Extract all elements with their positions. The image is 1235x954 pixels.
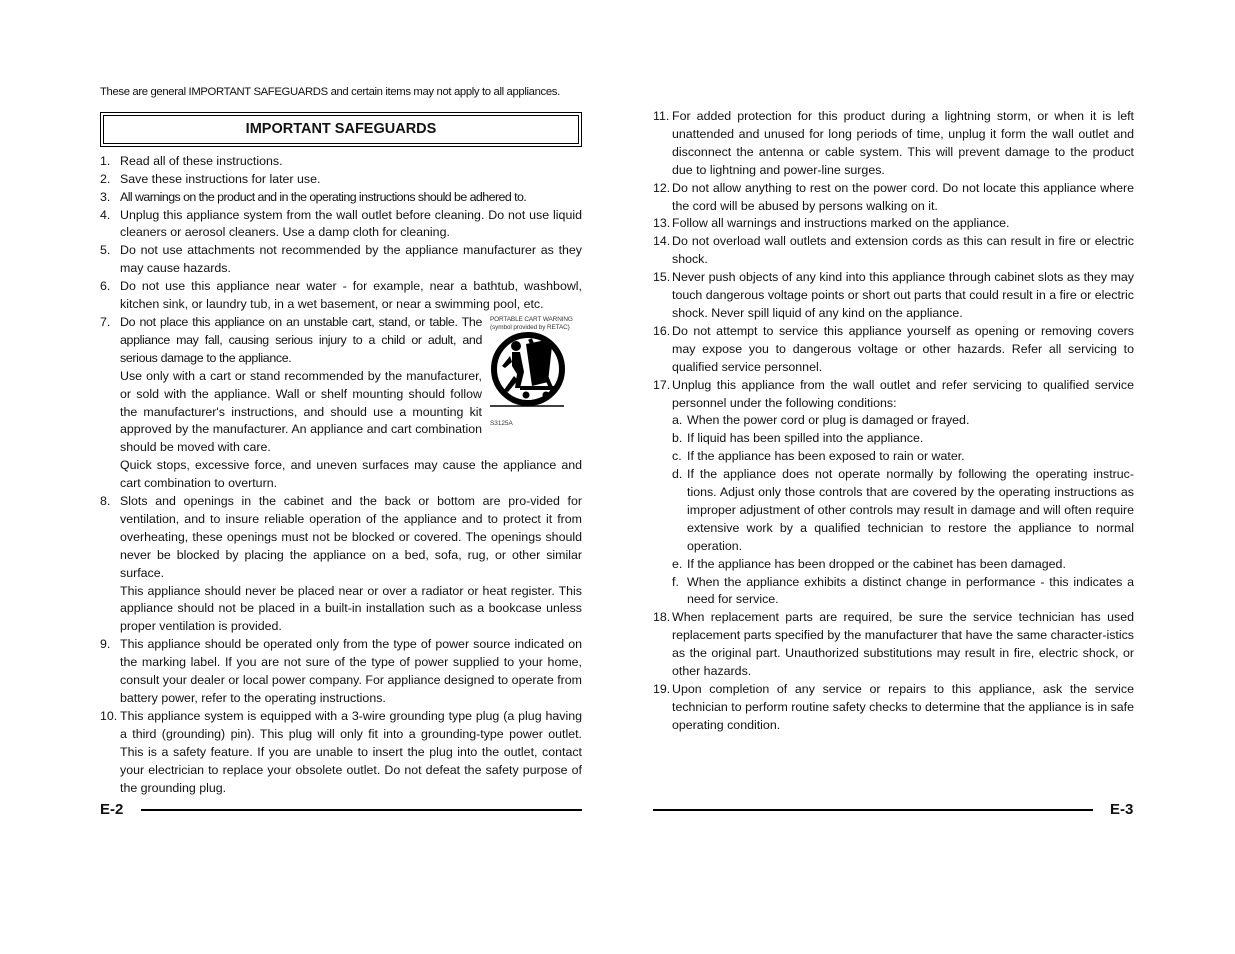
sub-letter: d. xyxy=(672,467,683,482)
item-number: 17. xyxy=(653,377,671,392)
list-item xyxy=(653,180,1134,216)
sub-text: If liquid has been spilled into the appliance. xyxy=(687,431,924,446)
item-number: 7. xyxy=(100,314,111,329)
item-text: Do not use this appliance near water - for example, near a bathtub, washbowl, kitchen sink, or laundry tub, in a wet basement, or near a swimming pool, etc. xyxy=(120,279,582,312)
list-item xyxy=(653,609,1134,681)
figure-caption-line2: (symbol provided by RETAC) xyxy=(490,323,570,331)
list-item xyxy=(653,681,1134,735)
item-number: 10. xyxy=(100,708,118,723)
safeguards-banner xyxy=(100,112,582,147)
item-text: Do not allow anything to rest on the power cord. Do not locate this appliance where the cord will be abused by persons walking on it. xyxy=(672,180,1134,213)
page-number-left: E-2 xyxy=(100,801,124,818)
sub-text: When the power cord or plug is damaged or frayed. xyxy=(687,413,970,428)
item-number: 13. xyxy=(653,216,671,231)
item-number: 3. xyxy=(100,189,111,204)
footer-rule-right xyxy=(653,809,1093,811)
list-item xyxy=(653,215,1134,233)
sub-text: If the appliance has been exposed to rain or water. xyxy=(687,449,965,464)
item-text: Follow all warnings and instructions marked on the appliance. xyxy=(672,216,1010,231)
item-number: 4. xyxy=(100,207,111,222)
banner-title: IMPORTANT SAFEGUARDS xyxy=(103,115,579,144)
footer-rule-left xyxy=(141,809,582,811)
sub-item xyxy=(672,574,1134,610)
item-number: 15. xyxy=(653,270,671,285)
sub-text: If the appliance has been dropped or the cabinet has been damaged. xyxy=(687,556,1066,571)
sub-letter: b. xyxy=(672,431,683,446)
item-text: Upon completion of any service or repairs to this appliance, ask the service technician to perform routine safety checks to determine that the appliance is in safe operating condition. xyxy=(672,682,1134,732)
item-text: Save these instructions for later use. xyxy=(120,171,321,186)
sub-text: When the appliance exhibits a distinct change in performance - this indicates a need for service. xyxy=(687,574,1134,607)
right-column xyxy=(653,108,1134,735)
list-item xyxy=(653,108,1134,180)
general-note: These are general IMPORTANT SAFEGUARDS and certain items may not apply to all appliances. xyxy=(100,86,560,98)
cart-warning-figure xyxy=(490,316,582,433)
sub-text: If the appliance does not operate normally by following the operating instruc-tions. Adjust only those controls that are covered by the operating instructions as improper adjustment of other controls may result in damage and will often require extensive work by a qualified technician to restore the appliance to normal operation. xyxy=(687,467,1134,553)
item-text: When replacement parts are required, be sure the service technician has used replacement parts specified by the manufacturer that have the same character-istics as the original part. Unauthorized substitutions may result in fire, electric shock, or other hazards. xyxy=(672,610,1134,679)
item-number: 14. xyxy=(653,234,671,249)
left-column xyxy=(100,84,582,797)
item-text: For added protection for this product during a lightning storm, or when it is left unattended and unused for long periods of time, unplug it form the wall outlet and disconnect the antenna or cable system. This will prevent damage to the product due to lightning and power-line surges. xyxy=(672,109,1134,177)
sub-item xyxy=(672,412,1134,430)
sub-letter: a. xyxy=(672,413,683,428)
item-text: Do not use attachments not recommended by the appliance manufacturer as they may cause hazards. xyxy=(120,243,582,276)
sub-item xyxy=(672,466,1134,556)
item-text-cont: This appliance should never be placed near or over a radiator or heat register. This appliance should not be placed in a built-in installation such as a bookcase unless proper ventilation is provided. xyxy=(120,583,582,634)
item-text: Unplug this appliance from the wall outlet and refer servicing to qualified service personnel under the following conditions: xyxy=(672,377,1134,410)
item-number: 16. xyxy=(653,323,671,338)
list-item xyxy=(100,171,582,189)
list-item xyxy=(100,278,582,314)
item-number: 9. xyxy=(100,637,111,652)
list-item xyxy=(100,636,582,708)
item-text: Slots and openings in the cabinet and the back or bottom are pro-vided for ventilation, and to insure reliable operation of the appliance and to protect it from overheating, these openings must not be blocked or covered. The openings should never be blocked by placing the appliance on a bed, sofa, rug, or other similar surface. xyxy=(120,494,582,580)
item-number: 1. xyxy=(100,153,111,168)
sub-item xyxy=(672,430,1134,448)
sub-letter: f. xyxy=(672,574,679,589)
list-item xyxy=(100,242,582,278)
list-item xyxy=(100,189,582,207)
list-item xyxy=(653,269,1134,323)
item-number: 11. xyxy=(653,109,670,123)
sub-letter: e. xyxy=(672,556,683,571)
item-text: Do not attempt to service this appliance yourself as opening or removing covers may expose you to dangerous voltage or other hazards. Refer all servicing to qualified service personnel. xyxy=(672,323,1134,374)
list-item xyxy=(100,153,582,171)
item-text-cont: Use only with a cart or stand recommended by the manufacturer, or sold with the appliance. Wall or shelf mounting should follow the manufacturer's instructions, and should use a mounting kit approved by the manufacturer. An appliance and cart combination should be moved with care. xyxy=(120,368,482,455)
item-number: 2. xyxy=(100,171,111,186)
figure-caption-line1: PORTABLE CART WARNING xyxy=(490,315,573,323)
item-text: Unplug this appliance system from the wall outlet before cleaning. Do not use liquid cleaners or aerosol cleaners. Use a damp cloth for cleaning. xyxy=(120,207,582,240)
sub-item xyxy=(672,556,1134,574)
item-text: All warnings on the product and in the operating instructions should be adhered to. xyxy=(120,189,527,204)
list-item xyxy=(653,377,1134,610)
item-number: 5. xyxy=(100,243,111,258)
item-text: This appliance should be operated only from the type of power source indicated on the marking label. If you are not sure of the type of power supplied to your home, consult your dealer or local power company. For appliance designed to operate from battery power, refer to the operating instructions. xyxy=(120,637,582,705)
item-text: Never push objects of any kind into this appliance through cabinet slots as they may touch dangerous voltage points or short out parts that could result in a fire or electric shock. Never spill liquid of any kind on the appliance. xyxy=(672,270,1134,320)
item-text: This appliance system is equipped with a 3-wire grounding type plug (a plug having a third (grounding) pin). This plug will only fit into a grounding-type power outlet. This is a safety feature. If you are unable to insert the plug into the outlet, contact your electrician to replace your obsolete outlet. Do not defeat the safety purpose of the grounding plug. xyxy=(120,708,582,795)
cart-tipover-warning-icon xyxy=(490,332,566,408)
item-text: Do not place this appliance on an unstable cart, stand, or table. The appliance may fall, causing serious injury to a child or adult, and serious damage to the appliance. xyxy=(120,314,482,365)
item-text: Read all of these instructions. xyxy=(120,153,283,168)
list-item xyxy=(653,233,1134,269)
sub-letter: c. xyxy=(672,449,682,464)
list-item xyxy=(100,708,582,798)
item-number: 18. xyxy=(653,610,671,625)
list-item xyxy=(100,314,582,493)
page-number-right: E-3 xyxy=(1110,801,1134,818)
list-item xyxy=(100,207,582,243)
item-number: 12. xyxy=(653,180,671,195)
sub-item xyxy=(672,448,1134,466)
item-number: 19. xyxy=(653,682,671,696)
figure-code: S3125A xyxy=(490,419,513,427)
list-item xyxy=(100,493,582,636)
item-number: 8. xyxy=(100,494,111,509)
item-text-cont: Quick stops, excessive force, and uneven surfaces may cause the appliance and cart combination to overturn. xyxy=(120,458,582,491)
list-item xyxy=(653,323,1134,377)
item-text: Do not overload wall outlets and extension cords as this can result in fire or electric shock. xyxy=(672,234,1134,267)
item-number: 6. xyxy=(100,279,111,294)
